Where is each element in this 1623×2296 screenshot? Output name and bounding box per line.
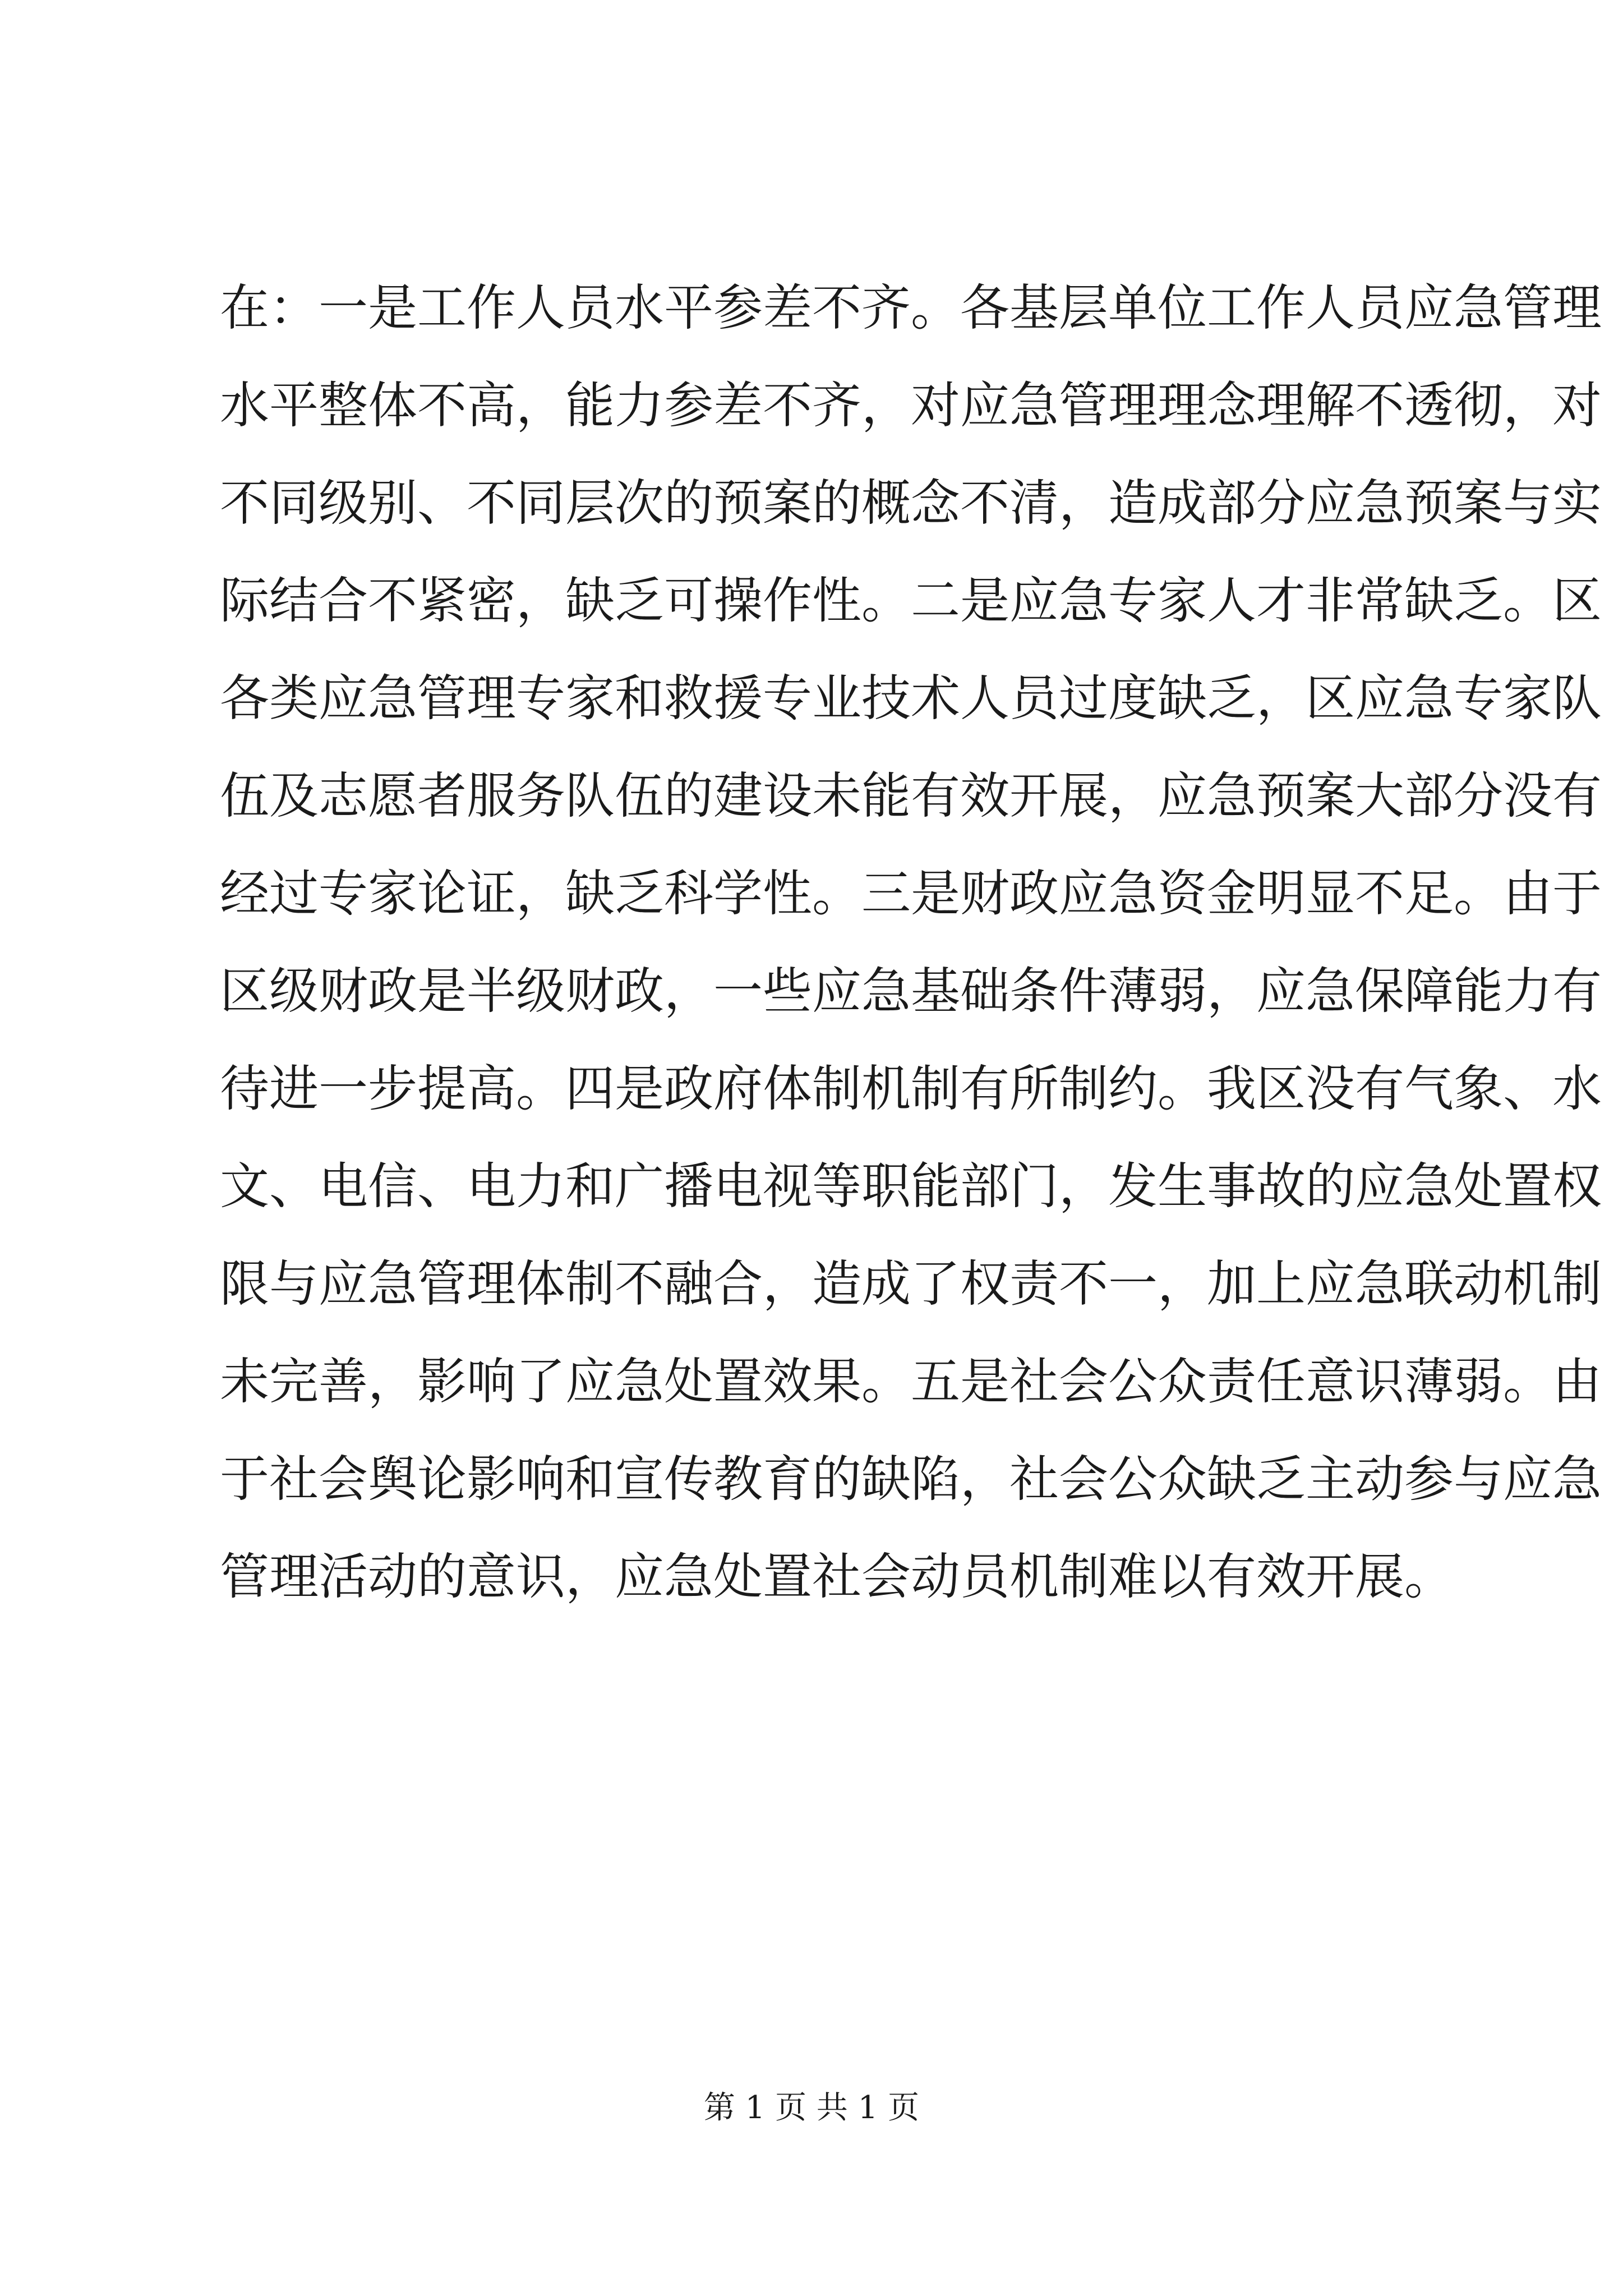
text-line: 在：一是工作人员水平参差不齐。各基层单位工作人员应急管理 <box>220 279 1602 337</box>
text-line: 区级财政是半级财政，一些应急基础条件薄弱，应急保障能力有 <box>220 962 1602 1020</box>
text-line: 于社会舆论影响和宣传教育的缺陷，社会公众缺乏主动参与应急 <box>220 1450 1602 1508</box>
text-line: 限与应急管理体制不融合，造成了权责不一，加上应急联动机制 <box>220 1255 1602 1313</box>
text-line: 不同级别、不同层次的预案的概念不清，造成部分应急预案与实 <box>220 474 1602 532</box>
text-line: 文、电信、电力和广播电视等职能部门，发生事故的应急处置权 <box>220 1157 1602 1215</box>
text-line: 伍及志愿者服务队伍的建设未能有效开展，应急预案大部分没有 <box>220 767 1602 825</box>
text-line: 际结合不紧密，缺乏可操作性。二是应急专家人才非常缺乏。区 <box>220 572 1602 629</box>
text-line: 各类应急管理专家和救援专业技术人员过度缺乏，区应急专家队 <box>220 669 1602 727</box>
text-line: 水平整体不高，能力参差不齐，对应急管理理念理解不透彻，对 <box>220 376 1602 434</box>
body-paragraph <box>220 259 1602 1626</box>
text-line: 管理活动的意识，应急处置社会动员机制难以有效开展。 <box>220 1548 1454 1605</box>
text-line: 待进一步提高。四是政府体制机制有所制约。我区没有气象、水 <box>220 1060 1602 1117</box>
text-line: 经过专家论证，缺乏科学性。三是财政应急资金明显不足。由于 <box>220 864 1602 922</box>
text-line: 未完善，影响了应急处置效果。五是社会公众责任意识薄弱。由 <box>220 1352 1602 1410</box>
page-footer: 第 1 页 共 1 页 <box>703 2090 920 2126</box>
